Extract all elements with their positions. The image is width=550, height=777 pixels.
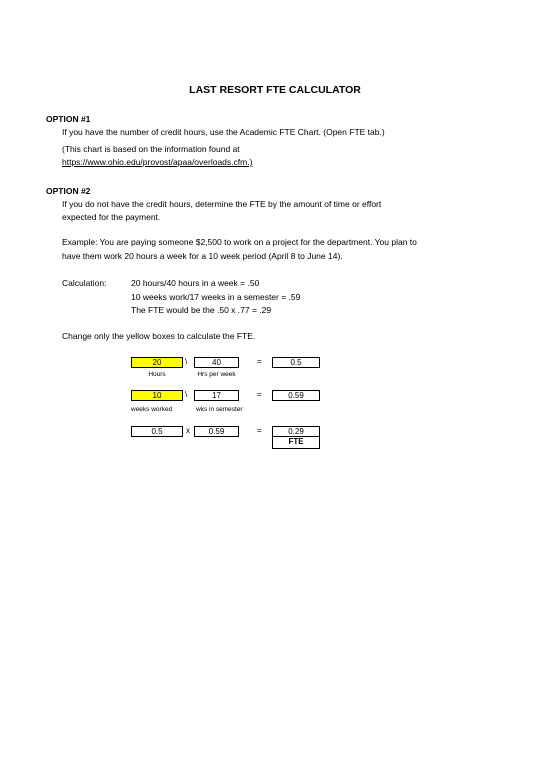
hours-per-week-value: 40 (194, 357, 239, 368)
hours-input[interactable]: 20 (131, 357, 183, 368)
equals-operator: = (257, 390, 262, 399)
divide-operator: \ (185, 390, 188, 399)
weeks-worked-caption: weeks worked (131, 406, 173, 413)
weeks-worked-input[interactable]: 10 (131, 390, 183, 401)
option1-note: (This chart is based on the information found at (62, 144, 240, 154)
equals-operator: = (257, 426, 262, 435)
wks-in-semester-caption: wks in semester (196, 406, 243, 413)
divide-operator: \ (185, 357, 188, 366)
calculation-line3: The FTE would be the .50 x .77 = .29 (131, 305, 272, 315)
example-line1: Example: You are paying someone $2,500 to work on a project for the department. You plan to (62, 237, 417, 247)
option1-heading: OPTION #1 (46, 114, 91, 124)
fte-result: 0.29 (272, 426, 320, 437)
hours-ratio-result: 0.5 (272, 357, 320, 368)
weeks-ratio-result: 0.59 (272, 390, 320, 401)
instruction-text: Change only the yellow boxes to calculate the FTE. (62, 331, 256, 341)
example-line2: have them work 20 hours a week for a 10 week period (April 8 to June 14). (62, 251, 343, 261)
overloads-link-text[interactable]: https://www.ohio.edu/provost/apaa/overloads.cfm.) (62, 157, 253, 167)
multiply-operator: x (186, 426, 190, 435)
calculation-label: Calculation: (62, 278, 107, 288)
hours-ratio-value: 0.5 (131, 426, 183, 437)
option2-text-line2: expected for the payment. (62, 212, 161, 222)
fte-label: FTE (272, 437, 320, 449)
hrs-per-week-caption: Hrs per week (197, 371, 236, 378)
equals-operator: = (257, 357, 262, 366)
option2-heading: OPTION #2 (46, 186, 91, 196)
page-title: LAST RESORT FTE CALCULATOR (189, 84, 361, 96)
option1-text: If you have the number of credit hours, use the Academic FTE Chart. (Open FTE tab.) (62, 127, 385, 137)
hours-caption: Hours (148, 371, 166, 378)
calculation-line2: 10 weeks work/17 weeks in a semester = .59 (131, 292, 301, 302)
weeks-in-semester-value: 17 (194, 390, 239, 401)
weeks-ratio-value: 0.59 (194, 426, 239, 437)
calculation-line1: 20 hours/40 hours in a week = .50 (131, 278, 260, 288)
option2-text-line1: If you do not have the credit hours, determine the FTE by the amount of time or effort (62, 199, 382, 209)
